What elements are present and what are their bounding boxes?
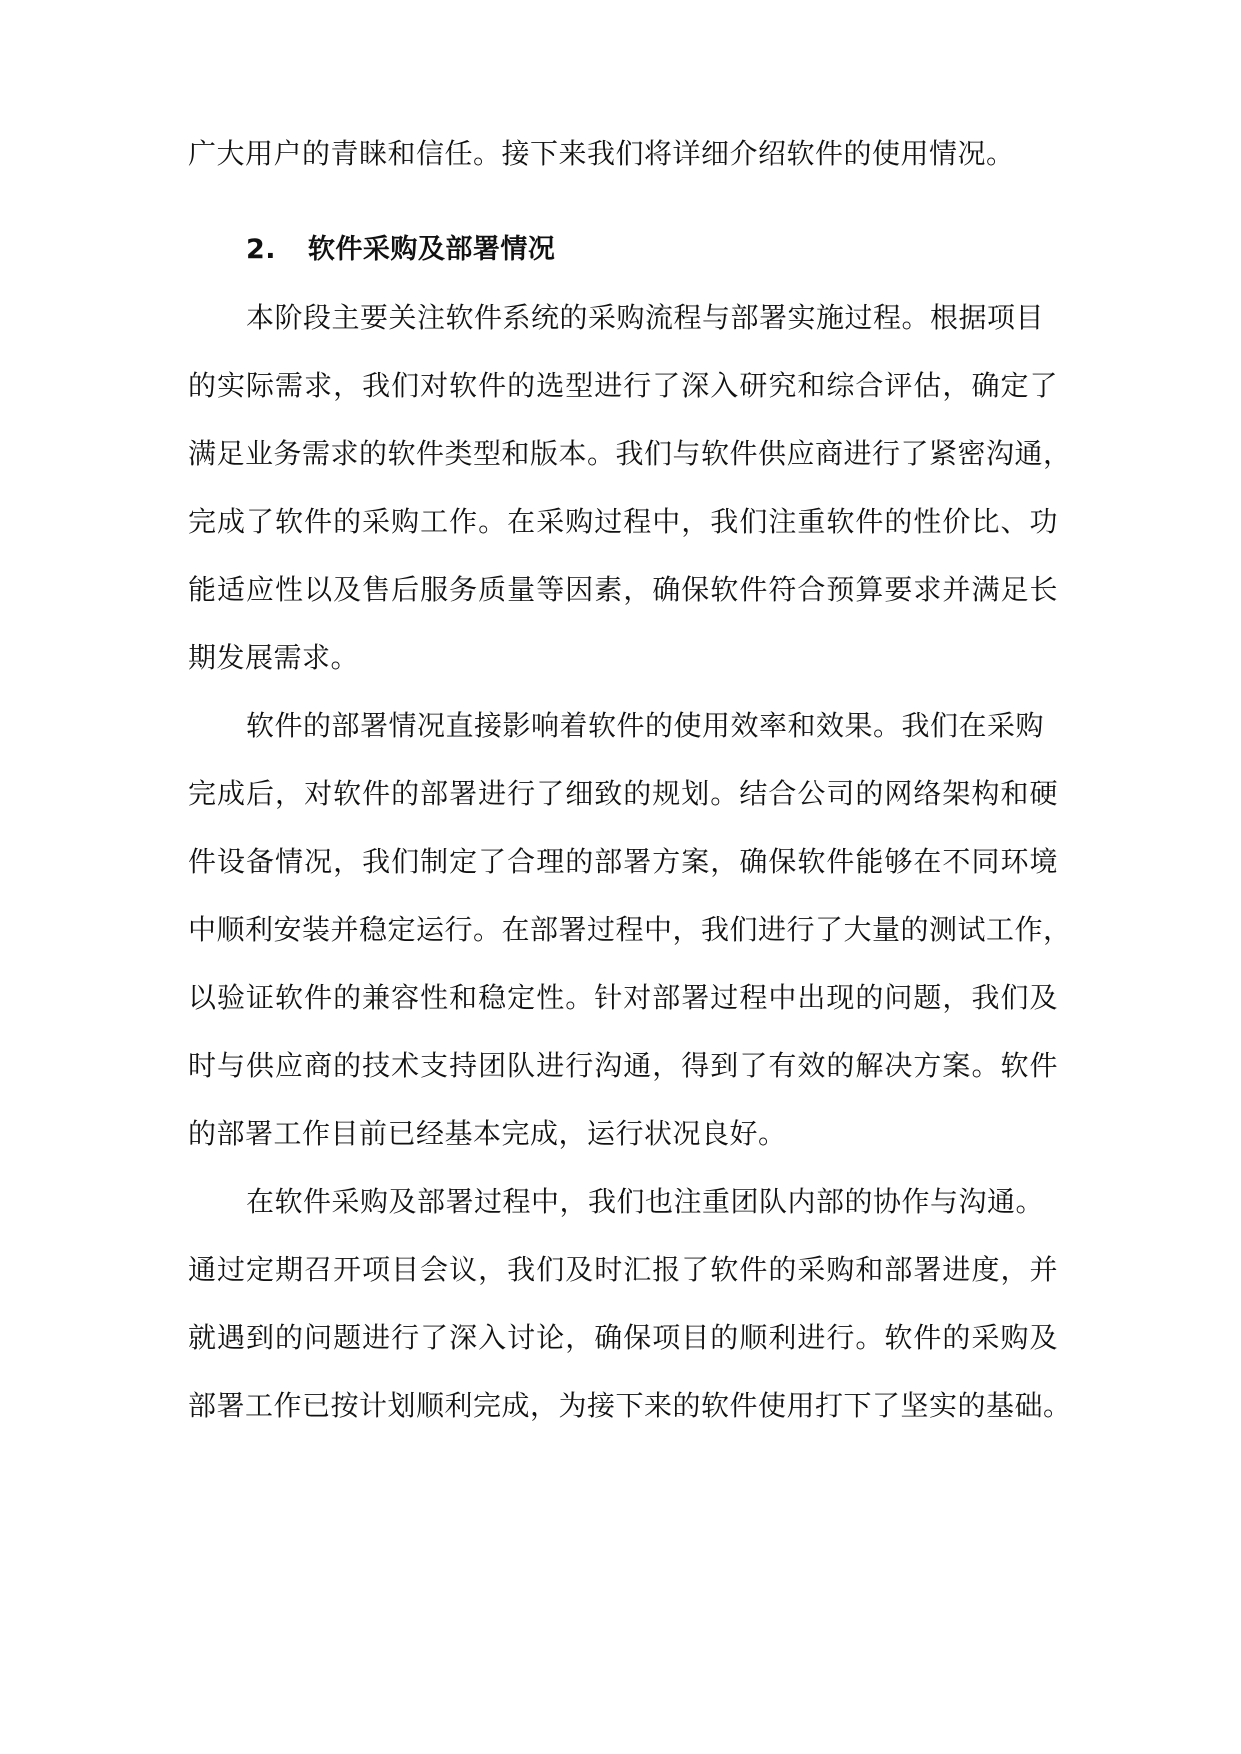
paragraph-3-line-2: 通过定期召开项目会议，我们及时汇报了软件的采购和部署进度，并 <box>188 1253 1058 1286</box>
paragraph-2-line-7: 的部署工作目前已经基本完成，运行状况良好。 <box>188 1117 787 1150</box>
paragraph-2-line-5: 以验证软件的兼容性和稳定性。针对部署过程中出现的问题，我们及 <box>188 981 1058 1014</box>
paragraph-3-line-1: 在软件采购及部署过程中，我们也注重团队内部的协作与沟通。 <box>246 1185 1045 1218</box>
paragraph-3-line-4: 部署工作已按计划顺利完成，为接下来的软件使用打下了坚实的基础。 <box>188 1389 1072 1422</box>
section-number: 2. <box>246 234 277 265</box>
paragraph-2-line-3: 件设备情况，我们制定了合理的部署方案，确保软件能够在不同环境 <box>188 845 1058 878</box>
paragraph-2-line-1: 软件的部署情况直接影响着软件的使用效率和效果。我们在采购 <box>246 709 1045 742</box>
section-title: 软件采购及部署情况 <box>307 234 556 265</box>
paragraph-1-line-2: 的实际需求，我们对软件的选型进行了深入研究和综合评估，确定了 <box>188 369 1058 402</box>
paragraph-1-line-5: 能适应性以及售后服务质量等因素，确保软件符合预算要求并满足长 <box>188 573 1058 606</box>
paragraph-1-line-4: 完成了软件的采购工作。在采购过程中，我们注重软件的性价比、功 <box>188 505 1058 538</box>
paragraph-2-line-6: 时与供应商的技术支持团队进行沟通，得到了有效的解决方案。软件 <box>188 1049 1058 1082</box>
paragraph-3-line-3: 就遇到的问题进行了深入讨论，确保项目的顺利进行。软件的采购及 <box>188 1321 1058 1354</box>
paragraph-1-line-6: 期发展需求。 <box>188 641 360 674</box>
paragraph-1-line-1: 本阶段主要关注软件系统的采购流程与部署实施过程。根据项目 <box>246 301 1045 334</box>
paragraph-2-line-2: 完成后，对软件的部署进行了细致的规划。结合公司的网络架构和硬 <box>188 777 1058 810</box>
paragraph-2-line-4: 中顺利安装并稳定运行。在部署过程中，我们进行了大量的测试工作， <box>188 913 1072 946</box>
intro-tail-line: 广大用户的青睐和信任。接下来我们将详细介绍软件的使用情况。 <box>188 137 1015 170</box>
section-heading <box>246 230 1116 270</box>
paragraph-1-line-3: 满足业务需求的软件类型和版本。我们与软件供应商进行了紧密沟通， <box>188 437 1072 470</box>
